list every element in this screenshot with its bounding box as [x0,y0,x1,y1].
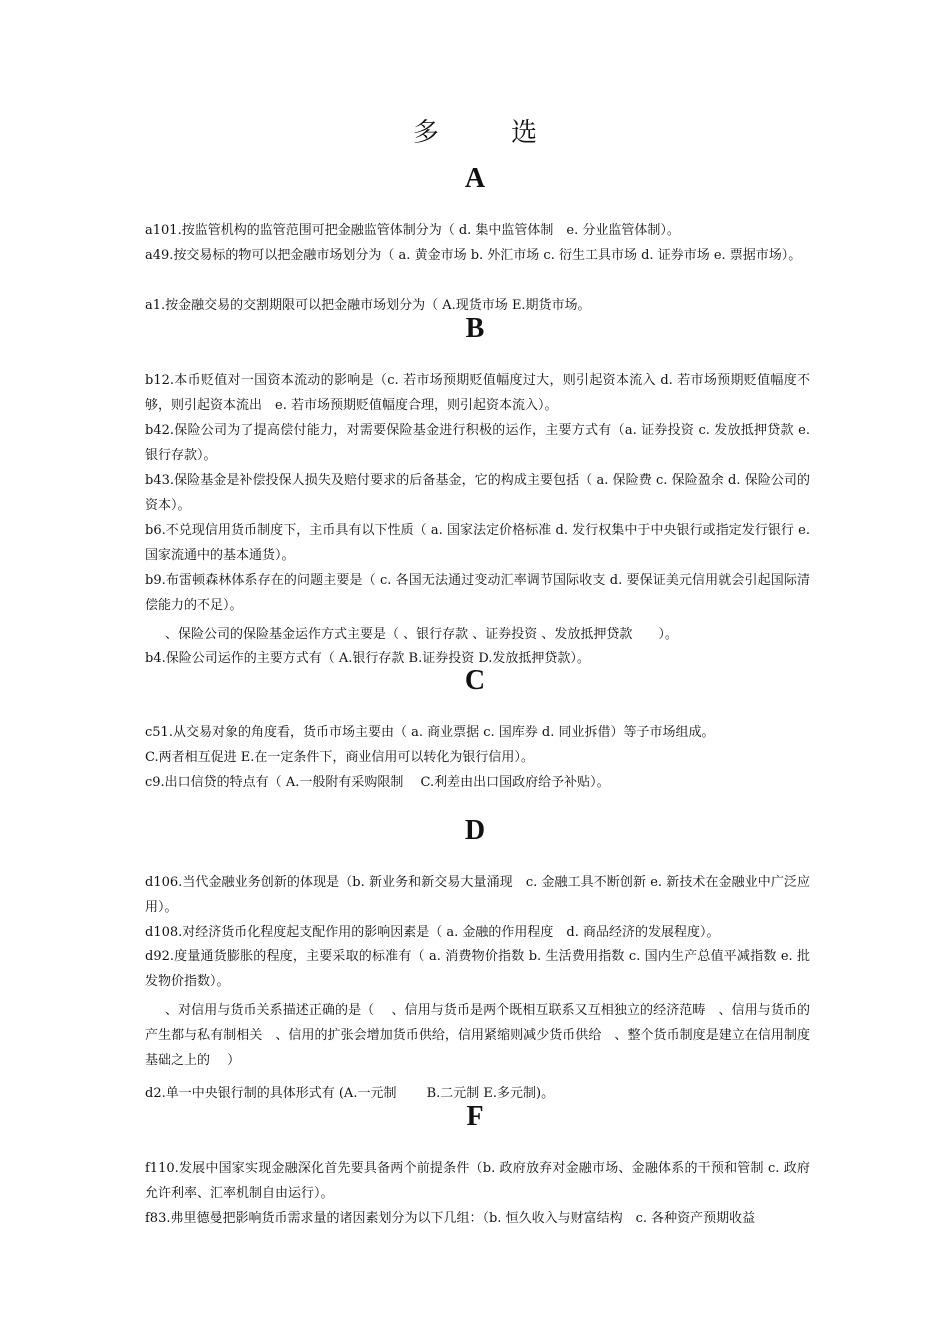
question-f83: f83.弗里德曼把影响货币需求量的诸因素划分为以下几组：（b. 恒久收入与财富结构 c. 各种资产预期收益 [145,1211,756,1226]
question-b12: b12.本币贬值对一国资本流动的影响是（c. 若市场预期贬值幅度过大，则引起资本流入 d. 若市场预期贬值幅度不够，则引起资本流出 e. 若市场预期贬值幅度合理，则引起资本流入）。 [145,373,810,413]
section-heading-b: B [465,313,485,344]
question-d108: d108.对经济货币化程度起支配作用的影响因素是（ a. 金融的作用程度 d. 商品经济的发展程度）。 [145,925,720,940]
question-b9: b9.布雷顿森林体系存在的问题主要是（ c. 各国无法通过变动汇率调节国际收支 d. 要保证美元信用就会引起国际清偿能力的不足）。 [145,573,810,613]
question-a1: a1.按金融交易的交割期限可以把金融市场划分为（ A.现货市场 E.期货市场。 [145,298,591,313]
question-c9: c9.出口信贷的特点有（ A.一般附有采购限制 C.利差由出口国政府给予补贴）。 [145,775,610,790]
question-c51: c51.从交易对象的角度看，货币市场主要由（ a. 商业票据 c. 国库券 d. 同业拆借）等子市场组成。 [145,725,715,740]
question-b43: b43.保险基金是补偿投保人损失及赔付要求的后备基金，它的构成主要包括（ a. 保险费 c. 保险盈余 d. 保险公司的资本）。 [145,473,810,513]
question-d106: d106.当代金融业务创新的体现是（b. 新业务和新交易大量涌现 c. 金融工具不断创新 e. 新技术在金融业中广泛应用）。 [145,875,810,915]
question-b6: b6.不兑现信用货币制度下，主币具有以下性质（ a. 国家法定价格标准 d. 发行权集中于中央银行或指定发行银行 e. 国家流通中的基本通货）。 [145,523,810,563]
question-a101: a101.按监管机构的监管范围可把金融监管体制分为（ d. 集中监管体制 e. 分业监管体制）。 [145,223,680,238]
question-a49: a49.按交易标的物可以把金融市场划分为（ a. 黄金市场 b. 外汇市场 c. 衍生工具市场 d. 证券市场 e. 票据市场）。 [145,248,802,263]
question-c-credit: C.两者相互促进 E.在一定条件下，商业信用可以转化为银行信用）。 [145,750,534,765]
question-b42: b42.保险公司为了提高偿付能力，对需要保险基金进行积极的运作，主要方式有（a. 证券投资 c. 发放抵押贷款 e. 银行存款）。 [145,423,810,463]
section-heading-d: D [464,815,486,846]
question-d-credit-money: 、对信用与货币关系描述正确的是（ 、信用与货币是两个既相互联系又互相独立的经济范畴 、信用与货币的产生都与私有制相关 、信用的扩张会增加货币供给，信用紧缩则减少货币供给 、整个货币制度是建立在信用制度基础之上的 ） [145,1003,810,1068]
section-heading-a: A [464,163,486,194]
section-heading-f: F [466,1101,484,1132]
question-f110: f110.发展中国家实现金融深化首先要具备两个前提条件（b. 政府放弃对金融市场、金融体系的干预和管制 c. 政府允许利率、汇率机制自由运行）。 [145,1161,810,1201]
question-d2: d2.单一中央银行制的具体形式有 (A.一元制 B.二元制 E.多元制)。 [145,1086,555,1101]
question-b-insurance-fund: 、保险公司的保险基金运作方式主要是（ 、银行存款 、证券投资 、发放抵押贷款 ）。 [165,627,678,642]
page-title: 多 选 [412,118,570,148]
question-d92: d92.度量通货膨胀的程度，主要采取的标准有（ a. 消费物价指数 b. 生活费用指数 c. 国内生产总值平减指数 e. 批发物价指数）。 [145,949,810,989]
section-heading-c: C [464,665,486,696]
question-b4: b4.保险公司运作的主要方式有（ A.银行存款 B.证券投资 D.发放抵押贷款）。 [145,651,590,666]
